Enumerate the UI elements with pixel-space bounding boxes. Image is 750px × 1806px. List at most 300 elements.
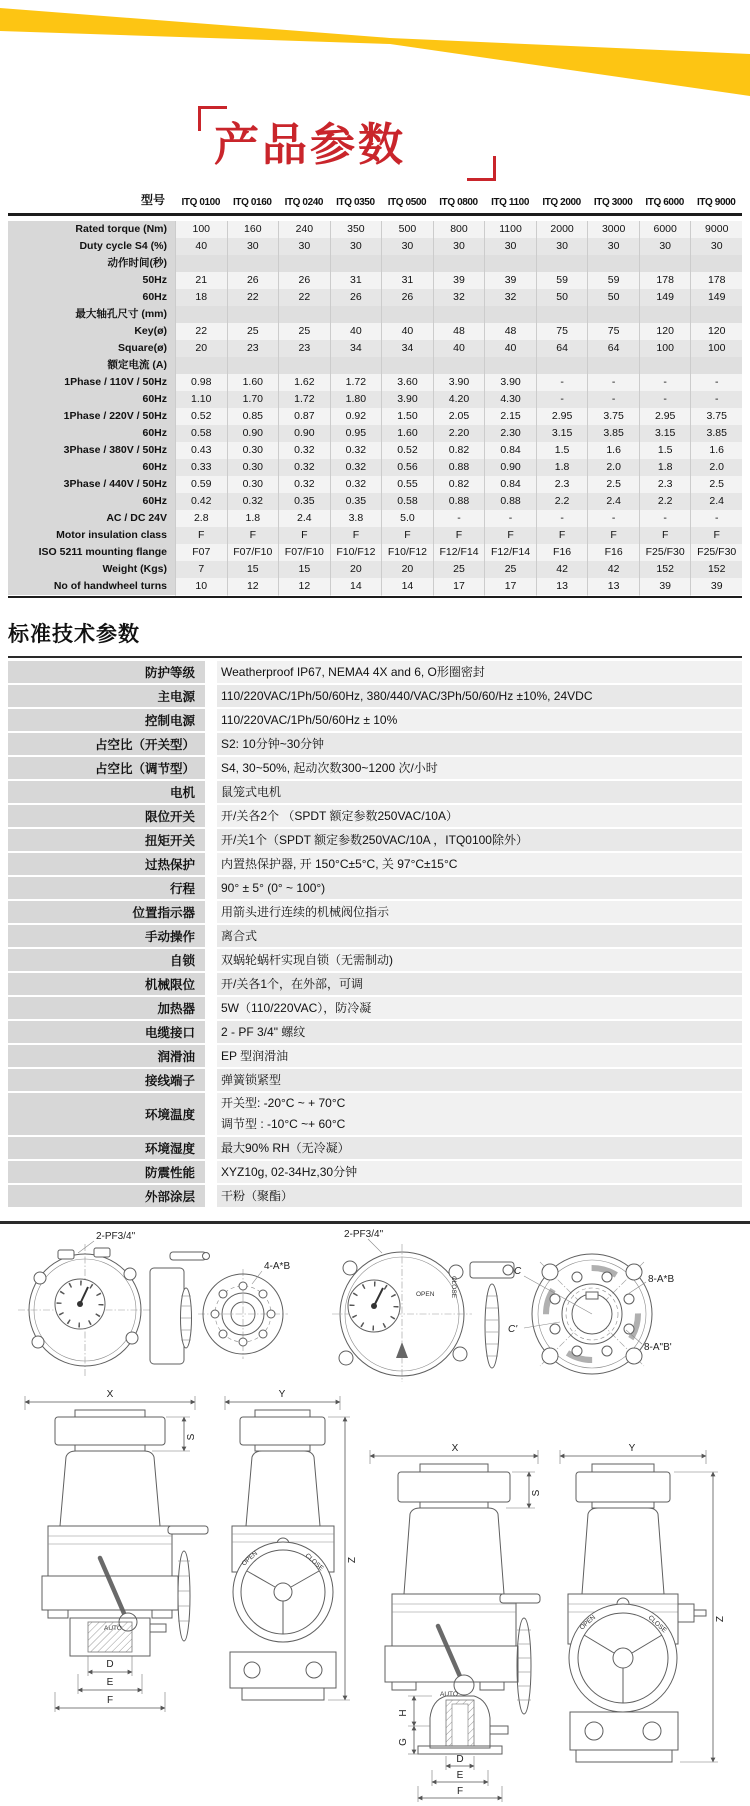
spec-cell: 3.90 <box>484 374 536 392</box>
spec-cell: 0.32 <box>330 442 382 460</box>
param-gap <box>205 997 217 1021</box>
spec-cell: - <box>536 510 588 528</box>
param-label: 防震性能 <box>8 1161 205 1185</box>
spec-cell: F25/F30 <box>690 544 742 562</box>
spec-cell: 2.2 <box>536 493 588 511</box>
spec-cell: 0.90 <box>278 425 330 443</box>
front-view-small <box>18 1231 152 1376</box>
param-label: 过热保护 <box>8 853 205 877</box>
spec-cell: 0.90 <box>227 425 279 443</box>
spec-cell: - <box>587 374 639 392</box>
conduit-label-small: 2-PF3/4" <box>96 1231 136 1242</box>
spec-row <box>8 425 742 442</box>
spec-cell: - <box>639 391 691 409</box>
spec-cell: F <box>587 527 639 545</box>
spec-cell: 22 <box>175 323 227 341</box>
spec-cell: 40 <box>330 323 382 341</box>
spec-cell <box>175 255 227 273</box>
spec-cell: 59 <box>536 272 588 290</box>
param-gap <box>205 877 217 901</box>
spec-cell: 22 <box>227 289 279 307</box>
spec-row <box>8 527 742 544</box>
close-marking-wheel-small: CLOSE <box>303 1552 325 1573</box>
spec-cell: 0.43 <box>175 442 227 460</box>
spec-cell: 1.5 <box>536 442 588 460</box>
spec-cell: 1.8 <box>227 510 279 528</box>
spec-cell: - <box>536 391 588 409</box>
close-marking: CLOSE <box>450 1276 457 1299</box>
spec-cell: 64 <box>587 340 639 358</box>
spec-cell: 39 <box>690 578 742 596</box>
param-gap <box>205 1093 217 1137</box>
spec-cell: 31 <box>330 272 382 290</box>
spec-cell: 20 <box>330 561 382 579</box>
spec-row-label: 1Phase / 110V / 50Hz <box>8 374 175 392</box>
spec-cell: 40 <box>484 340 536 358</box>
spec-row-label: ISO 5211 mounting flange <box>8 544 175 562</box>
spec-cell: 20 <box>381 561 433 579</box>
param-value <box>217 757 742 781</box>
spec-model-name: ITQ 0350 <box>336 197 375 208</box>
spec-cell: 0.82 <box>433 442 485 460</box>
spec-row-label: Motor insulation class <box>8 527 175 545</box>
dim-x-large: X <box>451 1443 459 1454</box>
dim-e-small: E <box>106 1677 114 1688</box>
spec-cell: F <box>175 527 227 545</box>
param-row <box>8 1137 742 1161</box>
dim-z-small: Z <box>347 1556 358 1564</box>
spec-row <box>8 493 742 510</box>
spec-cell: 1.8 <box>536 459 588 477</box>
spec-cell: 3.15 <box>639 425 691 443</box>
spec-cell <box>433 306 485 324</box>
spec-cell <box>690 306 742 324</box>
spec-cell: 40 <box>381 323 433 341</box>
param-value <box>217 733 742 757</box>
spec-cell: 1.10 <box>175 391 227 409</box>
param-row <box>8 949 742 973</box>
spec-cell: 0.85 <box>227 408 279 426</box>
page-title: 产品参数 <box>214 119 407 170</box>
spec-cell: 1.6 <box>587 442 639 460</box>
spec-cell: F07/F10 <box>278 544 330 562</box>
spec-cell: 120 <box>639 323 691 341</box>
spec-row <box>8 476 742 493</box>
spec-row <box>8 255 742 272</box>
spec-cell: 149 <box>690 289 742 307</box>
spec-cell: 0.88 <box>433 493 485 511</box>
spec-cell: 0.30 <box>227 442 279 460</box>
auto-marking-large: AUTO <box>440 1691 458 1698</box>
spec-cell: 120 <box>690 323 742 341</box>
section-divider <box>0 1221 750 1224</box>
spec-cell: 0.33 <box>175 459 227 477</box>
spec-cell: 42 <box>536 561 588 579</box>
spec-cell: 75 <box>536 323 588 341</box>
param-gap <box>205 1161 217 1185</box>
spec-cell: 1.60 <box>227 374 279 392</box>
param-value-line: 开关型: -20°C ~ + 70°C <box>221 1096 346 1110</box>
dim-y-small: Y <box>278 1389 286 1400</box>
spec-cell: 152 <box>639 561 691 579</box>
param-label: 环境温度 <box>8 1093 205 1137</box>
param-gap <box>205 973 217 997</box>
param-value-line: 90° ± 5° (0° ~ 100°) <box>221 880 326 895</box>
spec-cell: F12/F14 <box>484 544 536 562</box>
spec-cell: 160 <box>227 221 279 239</box>
spec-cell: 14 <box>330 578 382 596</box>
spec-cell: 6000 <box>639 221 691 239</box>
param-gap <box>205 1069 217 1093</box>
param-label: 防护等级 <box>8 661 205 685</box>
param-gap <box>205 781 217 805</box>
param-label: 环境湿度 <box>8 1137 205 1161</box>
spec-row-label: 60Hz <box>8 425 175 443</box>
elevation-y-large <box>560 1443 726 1762</box>
spec-cell: 3.85 <box>587 425 639 443</box>
spec-cell: 100 <box>690 340 742 358</box>
spec-cell: 2000 <box>536 221 588 239</box>
param-row <box>8 757 742 781</box>
spec-cell: 0.88 <box>484 493 536 511</box>
spec-cell: 0.56 <box>381 459 433 477</box>
param-gap <box>205 925 217 949</box>
spec-cell: 1.50 <box>381 408 433 426</box>
spec-model-label: 型号 <box>140 193 165 207</box>
spec-model-name: ITQ 0800 <box>439 197 478 208</box>
param-value-line: 离合式 <box>221 928 258 943</box>
spec-row <box>8 561 742 578</box>
spec-cell: 39 <box>639 578 691 596</box>
spec-row <box>8 221 742 238</box>
spec-cell: 3.85 <box>690 425 742 443</box>
spec-cell: 34 <box>330 340 382 358</box>
spec-cell: 149 <box>639 289 691 307</box>
spec-cell: 3.75 <box>690 408 742 426</box>
spec-cell: 0.55 <box>381 476 433 494</box>
spec-row <box>8 408 742 425</box>
spec-cell: 12 <box>227 578 279 596</box>
spec-cell: 25 <box>227 323 279 341</box>
param-value-line: S4, 30~50%, 起动次数300~1200 次/小时 <box>221 760 438 775</box>
spec-cell: 0.59 <box>175 476 227 494</box>
spec-cell <box>587 306 639 324</box>
param-value <box>217 949 742 973</box>
spec-cell: 13 <box>587 578 639 596</box>
spec-table-header <box>8 191 742 216</box>
spec-cell: F16 <box>587 544 639 562</box>
spec-cell: 22 <box>278 289 330 307</box>
spec-cell: F07 <box>175 544 227 562</box>
spec-cell: 30 <box>227 238 279 256</box>
spec-cell: F <box>330 527 382 545</box>
spec-cell: 50 <box>587 289 639 307</box>
dim-e-large: E <box>456 1770 464 1781</box>
spec-cell: 3.75 <box>587 408 639 426</box>
spec-cell: 2.3 <box>639 476 691 494</box>
param-value <box>217 853 742 877</box>
spec-cell: 0.32 <box>278 459 330 477</box>
spec-row <box>8 578 742 595</box>
spec-cell: 9000 <box>690 221 742 239</box>
param-value <box>217 709 742 733</box>
spec-cell <box>587 255 639 273</box>
spec-cell: 1.62 <box>278 374 330 392</box>
spec-cell: 0.35 <box>278 493 330 511</box>
param-row <box>8 877 742 901</box>
param-label: 加热器 <box>8 997 205 1021</box>
spec-cell: F07/F10 <box>227 544 279 562</box>
spec-row-label: 60Hz <box>8 391 175 409</box>
spec-cell: 0.90 <box>484 459 536 477</box>
spec-model-name: ITQ 3000 <box>593 197 633 208</box>
spec-cell: 26 <box>381 289 433 307</box>
front-view-large <box>332 1229 514 1382</box>
spec-cell: 50 <box>536 289 588 307</box>
spec-table-body <box>8 221 742 598</box>
param-label: 占空比（开关型） <box>8 733 205 757</box>
param-gap <box>205 661 217 685</box>
dim-y-large: Y <box>628 1443 636 1454</box>
param-label: 控制电源 <box>8 709 205 733</box>
spec-cell: 42 <box>587 561 639 579</box>
spec-cell: 39 <box>433 272 485 290</box>
spec-cell: 2.3 <box>536 476 588 494</box>
param-label: 主电源 <box>8 685 205 709</box>
spec-cell: 30 <box>536 238 588 256</box>
spec-cell: 1100 <box>484 221 536 239</box>
param-row <box>8 1093 742 1137</box>
spec-cell <box>484 306 536 324</box>
spec-cell <box>536 306 588 324</box>
param-row <box>8 973 742 997</box>
spec-row-label: Square(ø) <box>8 340 175 358</box>
spec-row-label: 额定电流 (A) <box>8 357 175 375</box>
spec-cell: 1.70 <box>227 391 279 409</box>
spec-cell <box>639 357 691 375</box>
spec-cell: 178 <box>639 272 691 290</box>
spec-cell: 34 <box>381 340 433 358</box>
param-label: 手动操作 <box>8 925 205 949</box>
param-value <box>217 997 742 1021</box>
param-value-line: Weatherproof IP67, NEMA4 4X and 6, O形圈密封 <box>221 664 485 679</box>
spec-cell: 2.5 <box>690 476 742 494</box>
spec-cell: 4.30 <box>484 391 536 409</box>
spec-row-label: Key(ø) <box>8 323 175 341</box>
param-value-line: 最大90% RH（无冷凝） <box>221 1140 350 1155</box>
spec-row-label: 60Hz <box>8 289 175 307</box>
param-label: 电机 <box>8 781 205 805</box>
spec-row <box>8 306 742 323</box>
param-gap <box>205 1045 217 1069</box>
spec-cell: 0.82 <box>433 476 485 494</box>
param-value <box>217 1137 742 1161</box>
param-value-line: 内置热保护器, 开 150°C±5°C, 关 97°C±15°C <box>221 856 458 871</box>
dim-x-small: X <box>106 1389 114 1400</box>
param-value <box>217 1093 742 1137</box>
side-view-small <box>150 1252 210 1364</box>
spec-cell: 7 <box>175 561 227 579</box>
spec-cell: 0.30 <box>227 476 279 494</box>
spec-model-name: ITQ 2000 <box>542 197 581 208</box>
spec-cell: 0.98 <box>175 374 227 392</box>
spec-cell <box>278 255 330 273</box>
flange-view-small <box>198 1261 290 1359</box>
spec-row <box>8 374 742 391</box>
param-row <box>8 709 742 733</box>
param-value <box>217 1161 742 1185</box>
spec-cell <box>381 255 433 273</box>
spec-cell: 40 <box>433 340 485 358</box>
spec-cell: F <box>381 527 433 545</box>
spec-cell: 32 <box>484 289 536 307</box>
param-row <box>8 781 742 805</box>
param-row <box>8 805 742 829</box>
spec-cell <box>330 255 382 273</box>
open-marking-wheel-small: OPEN <box>240 1549 260 1568</box>
spec-cell: 39 <box>484 272 536 290</box>
param-gap <box>205 853 217 877</box>
param-label: 接线端子 <box>8 1069 205 1093</box>
spec-cell: 31 <box>381 272 433 290</box>
spec-cell: - <box>639 510 691 528</box>
param-gap <box>205 949 217 973</box>
bolt-spec-label-bottom: 8-A"B' <box>644 1342 672 1353</box>
param-value <box>217 685 742 709</box>
dim-d-small: D <box>106 1659 114 1670</box>
spec-row <box>8 323 742 340</box>
section-line-label-c: C <box>514 1266 522 1277</box>
spec-cell: 1.80 <box>330 391 382 409</box>
param-value-line: 110/220VAC/1Ph/50/60Hz ± 10% <box>221 712 398 727</box>
dim-d-large: D <box>456 1754 464 1765</box>
param-label: 占空比（调节型） <box>8 757 205 781</box>
param-row <box>8 1185 742 1209</box>
spec-cell: 100 <box>639 340 691 358</box>
spec-cell: 1.6 <box>690 442 742 460</box>
param-gap <box>205 1021 217 1045</box>
spec-cell <box>227 255 279 273</box>
spec-cell <box>227 357 279 375</box>
spec-cell: 40 <box>175 238 227 256</box>
param-value-line: 开/关各2个 （SPDT 额定参数250VAC/10A） <box>221 808 458 823</box>
spec-cell <box>227 306 279 324</box>
param-value-line: 5W（110/220VAC），防冷凝 <box>221 1000 372 1015</box>
spec-cell: 2.4 <box>278 510 330 528</box>
spec-model-name: ITQ 1100 <box>491 197 530 208</box>
spec-cell: 240 <box>278 221 330 239</box>
param-label: 行程 <box>8 877 205 901</box>
spec-cell <box>381 357 433 375</box>
spec-cell: F16 <box>536 544 588 562</box>
spec-cell: 30 <box>278 238 330 256</box>
spec-cell: F25/F30 <box>639 544 691 562</box>
param-gap <box>205 709 217 733</box>
spec-cell <box>278 306 330 324</box>
spec-model-name: ITQ 0100 <box>181 197 221 208</box>
spec-cell: 3000 <box>587 221 639 239</box>
spec-cell: - <box>690 374 742 392</box>
spec-row <box>8 272 742 289</box>
conduit-label-large: 2-PF3/4" <box>344 1229 384 1240</box>
spec-cell: - <box>639 374 691 392</box>
spec-cell: 2.0 <box>587 459 639 477</box>
spec-cell <box>536 357 588 375</box>
spec-cell: 26 <box>330 289 382 307</box>
spec-cell: 75 <box>587 323 639 341</box>
spec-row <box>8 459 742 476</box>
spec-cell: 30 <box>433 238 485 256</box>
param-gap <box>205 829 217 853</box>
param-value <box>217 781 742 805</box>
spec-cell: 23 <box>227 340 279 358</box>
param-gap <box>205 685 217 709</box>
spec-cell: 2.95 <box>536 408 588 426</box>
spec-model-name: ITQ 9000 <box>696 197 736 208</box>
spec-cell: 15 <box>227 561 279 579</box>
spec-cell: 30 <box>639 238 691 256</box>
header-decoration <box>0 0 750 100</box>
dim-s-small: S <box>186 1433 197 1441</box>
spec-cell: F10/F12 <box>381 544 433 562</box>
param-row <box>8 1161 742 1185</box>
spec-cell: 25 <box>278 323 330 341</box>
spec-row <box>8 442 742 459</box>
param-row <box>8 1045 742 1069</box>
param-value <box>217 1045 742 1069</box>
spec-cell: 0.52 <box>175 408 227 426</box>
spec-row <box>8 544 742 561</box>
spec-cell <box>639 306 691 324</box>
spec-cell: 0.58 <box>175 425 227 443</box>
param-row <box>8 925 742 949</box>
spec-cell: 0.32 <box>330 459 382 477</box>
param-gap <box>205 757 217 781</box>
spec-row-label: Rated torque (Nm) <box>8 221 175 239</box>
tech-section-title: 标准技术参数 <box>8 623 140 646</box>
spec-cell: 18 <box>175 289 227 307</box>
dim-f-large: F <box>456 1786 464 1797</box>
param-row <box>8 1069 742 1093</box>
spec-cell: 48 <box>433 323 485 341</box>
spec-row-label: 最大轴孔尺寸 (mm) <box>8 306 175 324</box>
open-marking-wheel-large: OPEN <box>578 1613 598 1632</box>
spec-cell <box>536 255 588 273</box>
spec-cell: 30 <box>330 238 382 256</box>
spec-row <box>8 238 742 255</box>
spec-cell: 3.60 <box>381 374 433 392</box>
spec-cell: 178 <box>690 272 742 290</box>
param-row <box>8 853 742 877</box>
param-value-line: 2 - PF 3/4" 螺纹 <box>221 1024 306 1039</box>
elevation-x-small <box>25 1389 208 1712</box>
spec-cell: 0.30 <box>227 459 279 477</box>
spec-cell: 3.90 <box>433 374 485 392</box>
spec-model-name: ITQ 0160 <box>233 197 272 208</box>
spec-cell: 0.42 <box>175 493 227 511</box>
dim-g: G <box>398 1738 409 1746</box>
spec-row-label: 动作时间(秒) <box>8 255 175 273</box>
spec-cell <box>484 357 536 375</box>
spec-cell: 0.32 <box>278 442 330 460</box>
param-label: 扭矩开关 <box>8 829 205 853</box>
spec-cell: F <box>227 527 279 545</box>
spec-cell <box>330 306 382 324</box>
dimension-drawings <box>0 1226 750 1806</box>
spec-cell: - <box>690 510 742 528</box>
param-value <box>217 1185 742 1209</box>
spec-cell: 3.15 <box>536 425 588 443</box>
